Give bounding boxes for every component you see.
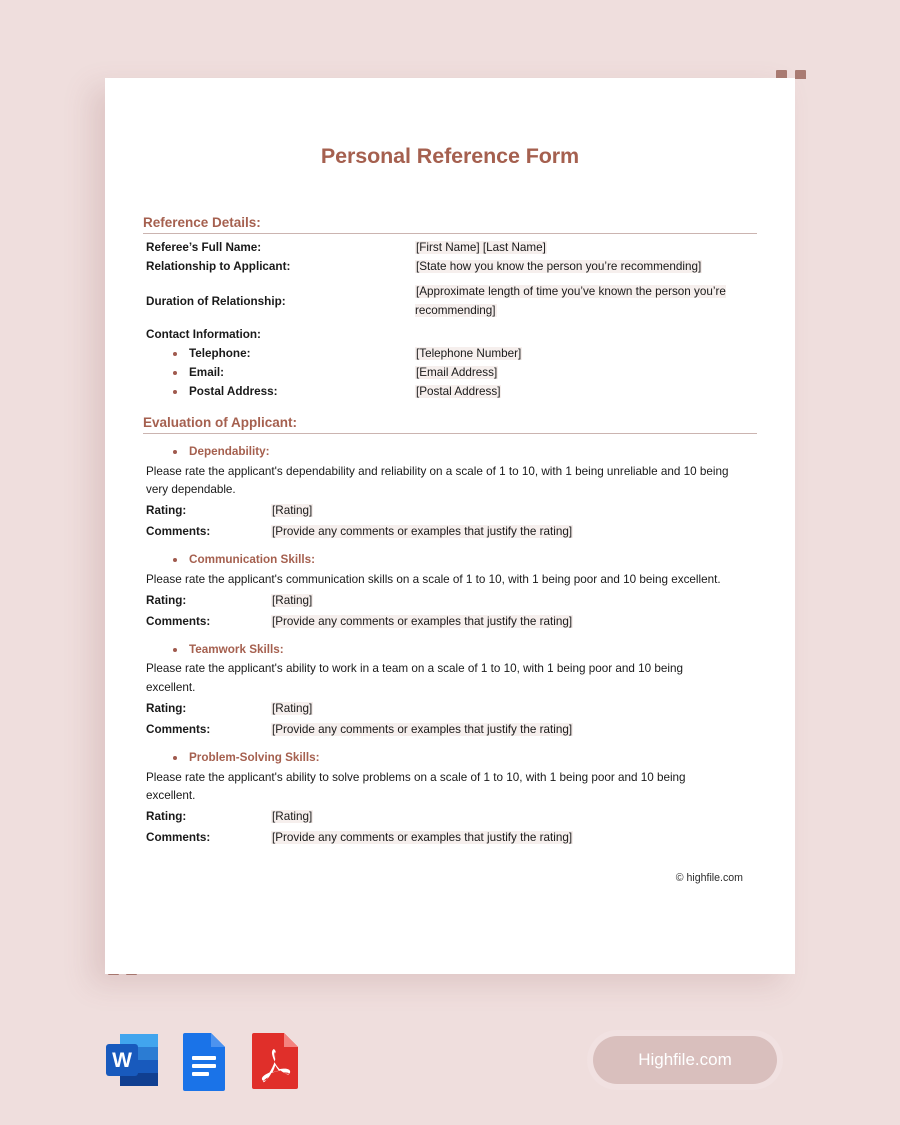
criterion-teamwork-skills <box>143 641 757 740</box>
rating-value[interactable]: [Rating] <box>272 504 313 518</box>
comments-value[interactable]: [Provide any comments or examples that justify the rating] <box>272 831 573 845</box>
comments-value[interactable]: [Provide any comments or examples that justify the rating] <box>272 614 573 628</box>
field-label: Duration of Relationship: <box>146 294 286 308</box>
highfile-button-label: Highfile.com <box>638 1050 732 1069</box>
criterion-description: Please rate the applicant's communication skills on a scale of 1 to 10, with 1 being poor and 10 being excellent. <box>146 572 721 586</box>
section-evaluation-of-applicant <box>143 402 757 848</box>
criterion-title: Problem-Solving Skills: <box>143 749 757 768</box>
criterion-problem-solving-skills <box>143 749 757 848</box>
field-row-referee-name <box>143 239 757 258</box>
rating-row <box>143 590 757 611</box>
field-label: Telephone: <box>143 345 415 364</box>
field-label: Referee’s Full Name: <box>146 241 262 254</box>
rating-value[interactable]: [Rating] <box>272 810 313 824</box>
field-row-relationship <box>143 258 757 277</box>
criterion-dependability <box>143 443 757 542</box>
section-reference-details <box>143 169 757 402</box>
document-footer-copyright: © highfile.com <box>675 872 743 885</box>
comments-row <box>143 827 757 848</box>
rating-label: Rating: <box>146 810 187 824</box>
rating-row <box>143 500 757 521</box>
criterion-title: Teamwork Skills: <box>143 641 757 660</box>
pdf-doc-icon[interactable] <box>246 1030 304 1092</box>
rating-value[interactable]: [Rating] <box>272 593 313 607</box>
bullet-icon <box>173 756 177 760</box>
criterion-communication-skills <box>143 551 757 632</box>
section-heading-evaluation: Evaluation of Applicant: <box>143 414 298 430</box>
bottom-toolbar <box>0 1000 900 1125</box>
criterion-title: Dependability: <box>143 443 757 462</box>
highfile-brand-button[interactable] <box>593 1036 777 1084</box>
bullet-icon <box>173 390 177 394</box>
bullet-icon <box>173 558 177 562</box>
criterion-title: Communication Skills: <box>143 551 757 570</box>
word-doc-icon[interactable] <box>104 1030 162 1092</box>
google-docs-icon[interactable] <box>175 1030 233 1092</box>
section-heading-reference-details: Reference Details: <box>143 215 261 230</box>
bullet-icon <box>173 450 177 454</box>
rating-row <box>143 806 757 827</box>
page-tab-mark-top-right-2 <box>795 70 806 79</box>
comments-row <box>143 521 757 542</box>
criterion-description: Please rate the applicant's ability to solve problems on a scale of 1 to 10, with 1 being poor and 10 being excellent. <box>146 770 686 803</box>
rating-row <box>143 698 757 719</box>
word-icon-letter: W <box>112 1049 132 1072</box>
section-divider <box>143 233 757 234</box>
rating-label: Rating: <box>146 504 187 518</box>
field-value[interactable]: [Postal Address] <box>416 384 501 398</box>
format-download-icons <box>104 1030 304 1092</box>
rating-label: Rating: <box>146 593 187 607</box>
rating-value[interactable]: [Rating] <box>272 701 313 715</box>
field-row-telephone <box>143 345 757 364</box>
field-value[interactable]: [First Name] [Last Name] <box>416 241 546 254</box>
field-value[interactable]: [Approximate length of time you’ve known the person you’re recommending] <box>415 284 726 317</box>
rating-label: Rating: <box>146 701 187 715</box>
field-row-postal-address <box>143 383 757 402</box>
comments-value[interactable]: [Provide any comments or examples that justify the rating] <box>272 524 573 538</box>
comments-value[interactable]: [Provide any comments or examples that justify the rating] <box>272 722 573 736</box>
bullet-icon <box>173 352 177 356</box>
criterion-description: Please rate the applicant's dependability and reliability on a scale of 1 to 10, with 1 being unreliable and 10 being very dependable. <box>146 464 729 497</box>
contact-information-heading: Contact Information: <box>146 327 261 341</box>
bullet-icon <box>173 371 177 375</box>
field-value[interactable]: [State how you know the person you’re recommending] <box>416 259 702 273</box>
field-label: Relationship to Applicant: <box>146 259 291 273</box>
comments-label: Comments: <box>146 614 211 628</box>
field-value[interactable]: [Email Address] <box>416 365 498 379</box>
document-page <box>105 78 795 974</box>
comments-label: Comments: <box>146 524 211 538</box>
field-value[interactable]: [Telephone Number] <box>416 346 522 360</box>
section-divider <box>143 433 757 434</box>
field-label: Postal Address: <box>143 383 415 402</box>
page-title: Personal Reference Form <box>320 144 580 168</box>
comments-row <box>143 719 757 740</box>
field-row-duration <box>143 277 757 321</box>
comments-label: Comments: <box>146 831 211 845</box>
field-row-email <box>143 364 757 383</box>
comments-row <box>143 611 757 632</box>
criterion-description: Please rate the applicant's ability to work in a team on a scale of 1 to 10, with 1 being poor and 10 being excellent. <box>146 662 683 695</box>
field-label: Email: <box>143 364 415 383</box>
bullet-icon <box>173 648 177 652</box>
comments-label: Comments: <box>146 722 211 736</box>
